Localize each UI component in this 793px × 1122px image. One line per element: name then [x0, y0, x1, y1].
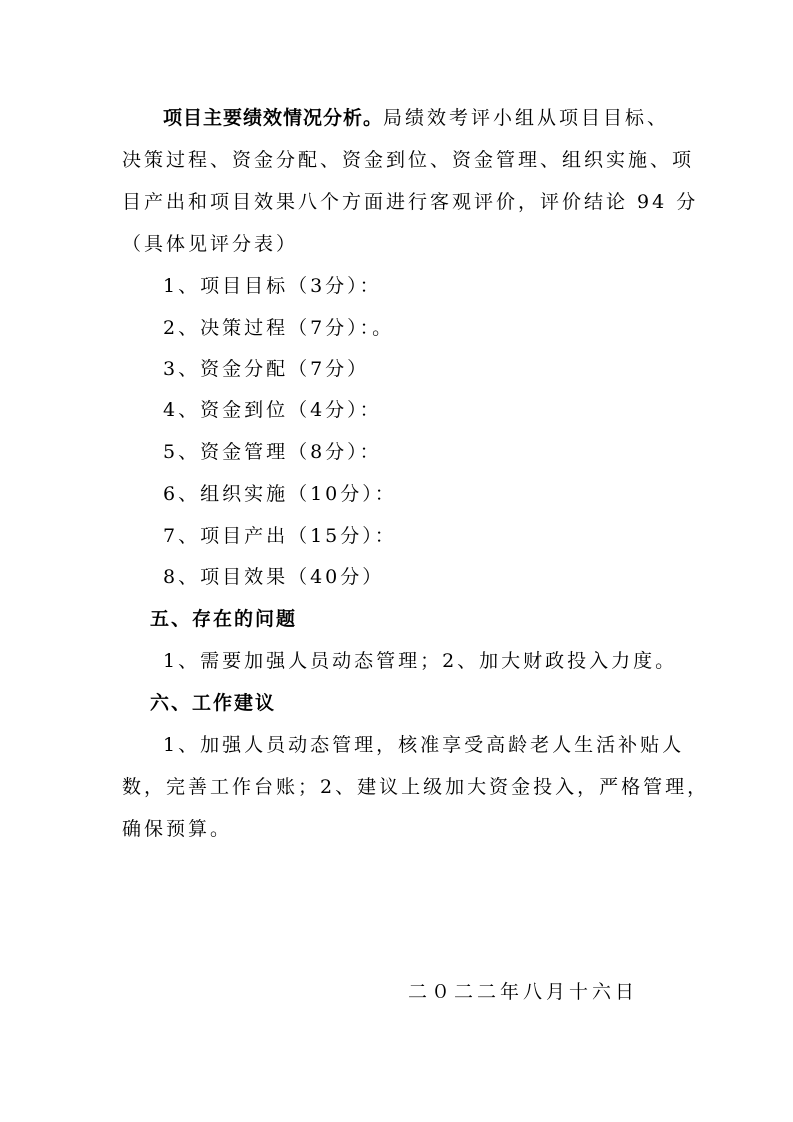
suggestions-line-3: 确保预算。 — [122, 818, 233, 840]
section-heading-suggestions: 六、工作建议 — [150, 692, 277, 714]
analysis-lead: 项目主要绩效情况分析。 — [163, 107, 384, 129]
score-item: 6、组织实施（10分）： — [163, 483, 397, 505]
analysis-line-2: 决策过程、资金分配、资金到位、资金管理、组织实施、项 — [122, 149, 695, 171]
problems-body: 1、需要加强人员动态管理；2、加大财政投入力度。 — [163, 650, 678, 672]
section-heading-problems: 五、存在的问题 — [150, 608, 298, 630]
analysis-line-3: 目产出和项目效果八个方面进行客观评价，评价结论 94 分 — [122, 191, 699, 213]
suggestions-line-2: 数，完善工作台账；2、建议上级加大资金投入，严格管理， — [122, 776, 710, 798]
score-item: 7、项目产出（15分）： — [163, 525, 397, 547]
score-item: 2、决策过程（7分）：。 — [163, 317, 395, 339]
score-item: 8、项目效果（40分） — [163, 566, 385, 588]
analysis-line-4: （具体见评分表） — [122, 233, 299, 255]
analysis-line1-rest: 局绩效考评小组从项目目标、 — [383, 107, 670, 129]
score-item: 5、资金管理（8分）： — [163, 441, 382, 463]
document-date: 二０二二年八月十六日 — [408, 981, 639, 1003]
score-item: 3、资金分配（7分） — [163, 358, 370, 380]
suggestions-line-1: 1、加强人员动态管理，核准享受高龄老人生活补贴人 — [163, 734, 685, 756]
analysis-line-1 — [163, 106, 669, 130]
score-item: 1、项目目标（3分）： — [163, 275, 382, 297]
score-item: 4、资金到位（4分）： — [163, 399, 382, 421]
